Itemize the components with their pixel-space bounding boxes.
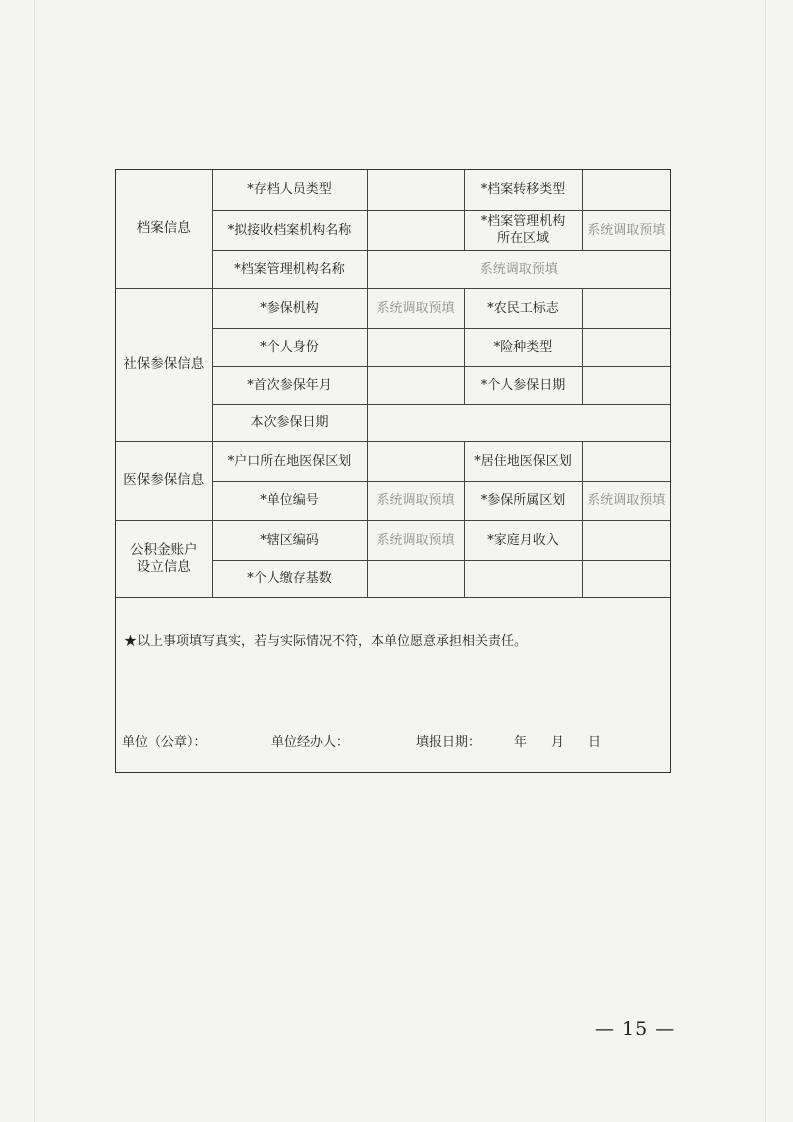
identity-label: *个人身份	[212, 328, 367, 366]
transfer-type-label: *档案转移类型	[464, 170, 582, 210]
area-code-label: *辖区编码	[212, 520, 367, 560]
hukou-area-label: *户口所在地医保区划	[212, 441, 367, 481]
storage-type-label: *存档人员类型	[212, 170, 367, 210]
deposit-blank-2	[582, 560, 670, 597]
residence-area-field[interactable]	[582, 441, 670, 481]
archive-region-label-line2: 所在区域	[496, 231, 549, 246]
district-label: *参保所属区划	[464, 481, 582, 520]
unit-seal-label: 单位（公章）：	[122, 735, 207, 750]
insurance-type-field[interactable]	[582, 328, 670, 366]
agency-label: *参保机构	[212, 288, 367, 328]
page-number: — 15 —	[595, 1018, 676, 1040]
archive-section-title: 档案信息	[116, 170, 212, 288]
declaration-text: ★以上事项填写真实，若与实际情况不符，本单位愿意承担相关责任。	[124, 634, 528, 649]
insurance-type-label: *险种类型	[464, 328, 582, 366]
area-code-value: 系统调取预填	[367, 520, 464, 560]
migrant-label: *农民工标志	[464, 288, 582, 328]
day-label: 日	[588, 735, 602, 750]
mgmt-org-value: 系统调取预填	[367, 250, 670, 288]
personal-date-label: *个人参保日期	[464, 366, 582, 404]
receiving-org-field[interactable]	[367, 210, 464, 250]
unit-code-label: *单位编号	[212, 481, 367, 520]
deposit-base-field[interactable]	[367, 560, 464, 597]
archive-region-value: 系统调取预填	[582, 210, 670, 250]
fund-title-line1: 公积金账户	[130, 541, 198, 558]
transfer-type-field[interactable]	[582, 170, 670, 210]
archive-region-label-line1: *档案管理机构	[480, 214, 566, 229]
unit-code-value: 系统调取预填	[367, 481, 464, 520]
current-date-field[interactable]	[367, 404, 670, 441]
archive-region-label	[464, 210, 582, 250]
form-table	[116, 170, 670, 598]
handler-label: 单位经办人：	[271, 735, 350, 750]
agency-value: 系统调取预填	[367, 288, 464, 328]
deposit-base-label: *个人缴存基数	[212, 560, 367, 597]
residence-area-label: *居住地医保区划	[464, 441, 582, 481]
district-value: 系统调取预填	[582, 481, 670, 520]
fund-section-title	[116, 520, 212, 597]
medical-section-title: 医保参保信息	[116, 441, 212, 520]
family-income-field[interactable]	[582, 520, 670, 560]
personal-date-field[interactable]	[582, 366, 670, 404]
migrant-field[interactable]	[582, 288, 670, 328]
social-section-title: 社保参保信息	[116, 288, 212, 441]
page-right-edge	[765, 0, 766, 1122]
hukou-area-field[interactable]	[367, 441, 464, 481]
year-label: 年	[514, 735, 528, 750]
fill-date-label: 填报日期：	[416, 735, 482, 750]
mgmt-org-label: *档案管理机构名称	[212, 250, 367, 288]
storage-type-field[interactable]	[367, 170, 464, 210]
page-left-edge	[34, 0, 35, 1122]
fund-title-line2: 设立信息	[136, 558, 191, 575]
registration-form	[115, 169, 671, 773]
first-date-field[interactable]	[367, 366, 464, 404]
receiving-org-label: *拟接收档案机构名称	[212, 210, 367, 250]
family-income-label: *家庭月收入	[464, 520, 582, 560]
current-date-label: 本次参保日期	[212, 404, 367, 441]
month-label: 月	[551, 735, 565, 750]
deposit-blank-1	[464, 560, 582, 597]
first-date-label: *首次参保年月	[212, 366, 367, 404]
identity-field[interactable]	[367, 328, 464, 366]
